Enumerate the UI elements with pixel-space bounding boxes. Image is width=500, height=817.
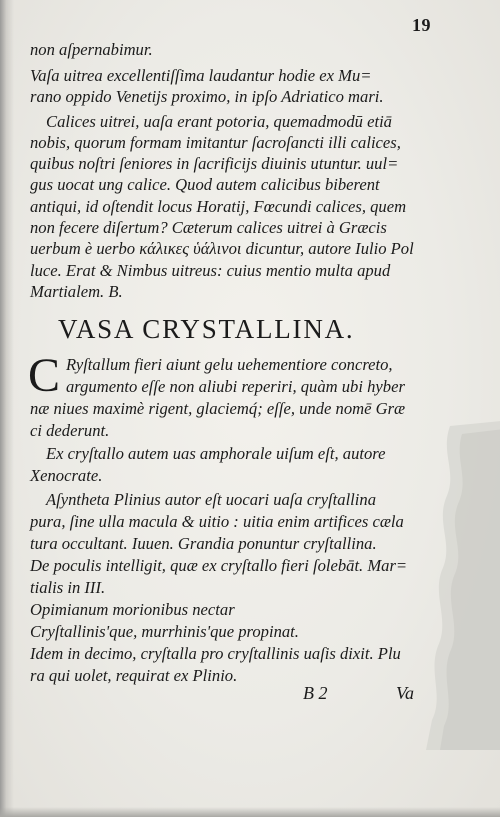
text-line: De poculis intelligit, quæ ex cryſtallo fieri ſolebāt. Mar=: [30, 556, 408, 575]
text-line: Martialem. B.: [30, 282, 123, 301]
catchword: Va: [396, 683, 414, 703]
text-line: Vaſa uitrea excellentiſſima laudantur hodie ex Mu=: [30, 66, 372, 85]
text-line: Cryſtallinis'que, murrhinis'que propinat.: [30, 622, 299, 641]
text-line: rano oppido Venetijs proximo, in ipſo Adriatico mari.: [30, 87, 384, 106]
signature-mark: B 2: [303, 683, 328, 703]
text-line: tialis in III.: [30, 578, 106, 597]
text-line: non fecere diſertum? Cæterum calices uitrei à Græcis: [30, 218, 387, 237]
text-line: Ex cryſtallo autem uas amphorale uiſum eſt, autore: [46, 444, 386, 463]
text-line: nobis, quorum formam imitantur ſacroſancti illi calices,: [30, 133, 401, 152]
text-line: gus uocat ung calice. Quod autem calicibus biberent: [30, 175, 380, 194]
text-line: pura, ſine ulla macula & uitio : uitia enim artifices cæla: [30, 512, 404, 531]
text-line: luce. Erat & Nimbus uitreus: cuius mentio multa apud: [30, 261, 391, 280]
text-line: ra qui uolet, requirat ex Plinio.: [30, 666, 238, 685]
text-line: Opimianum morionibus nectar: [30, 600, 235, 619]
section-heading: VASA CRYSTALLINA.: [58, 314, 355, 344]
text-line: tura occultant. Iuuen. Grandia ponuntur cryſtallina.: [30, 534, 377, 553]
text-line: Aſyntheta Plinius autor eſt uocari uaſa cryſtallina: [46, 490, 376, 509]
drop-capital: C: [28, 349, 61, 402]
text-line: Xenocrate.: [30, 466, 103, 485]
text-line: Ryſtallum fieri aiunt gelu uehementiore concreto,: [66, 355, 393, 374]
text-line: non aſpernabimur.: [30, 40, 153, 59]
text-line: næ niues maximè rigent, glaciemq́; eſſe, unde nomē Græ: [30, 399, 406, 418]
text-line: uerbum è uerbo κάλικες ὑάλινοι dicuntur, autore Iulio Pol: [30, 239, 414, 258]
page-bottom-edge: [0, 807, 500, 817]
text-line: Calices uitrei, uaſa erant potoria, quemadmodū etiā: [46, 112, 392, 131]
page-gutter-shadow: [0, 0, 14, 817]
text-line: antiqui, id oſtendit locus Horatij, Fœcundi calices, quem: [30, 197, 407, 216]
text-line: quibus noſtri ſeniores in ſacrificijs diuinis utuntur. uul=: [30, 154, 399, 173]
text-line: Idem in decimo, cryſtalla pro cryſtallinis uaſis dixit. Plu: [30, 644, 401, 663]
page-number: 19: [412, 15, 431, 35]
text-line: ci dederunt.: [30, 421, 110, 440]
text-line: argumento eſſe non aliubi reperiri, quàm ubi hyber: [66, 377, 405, 396]
